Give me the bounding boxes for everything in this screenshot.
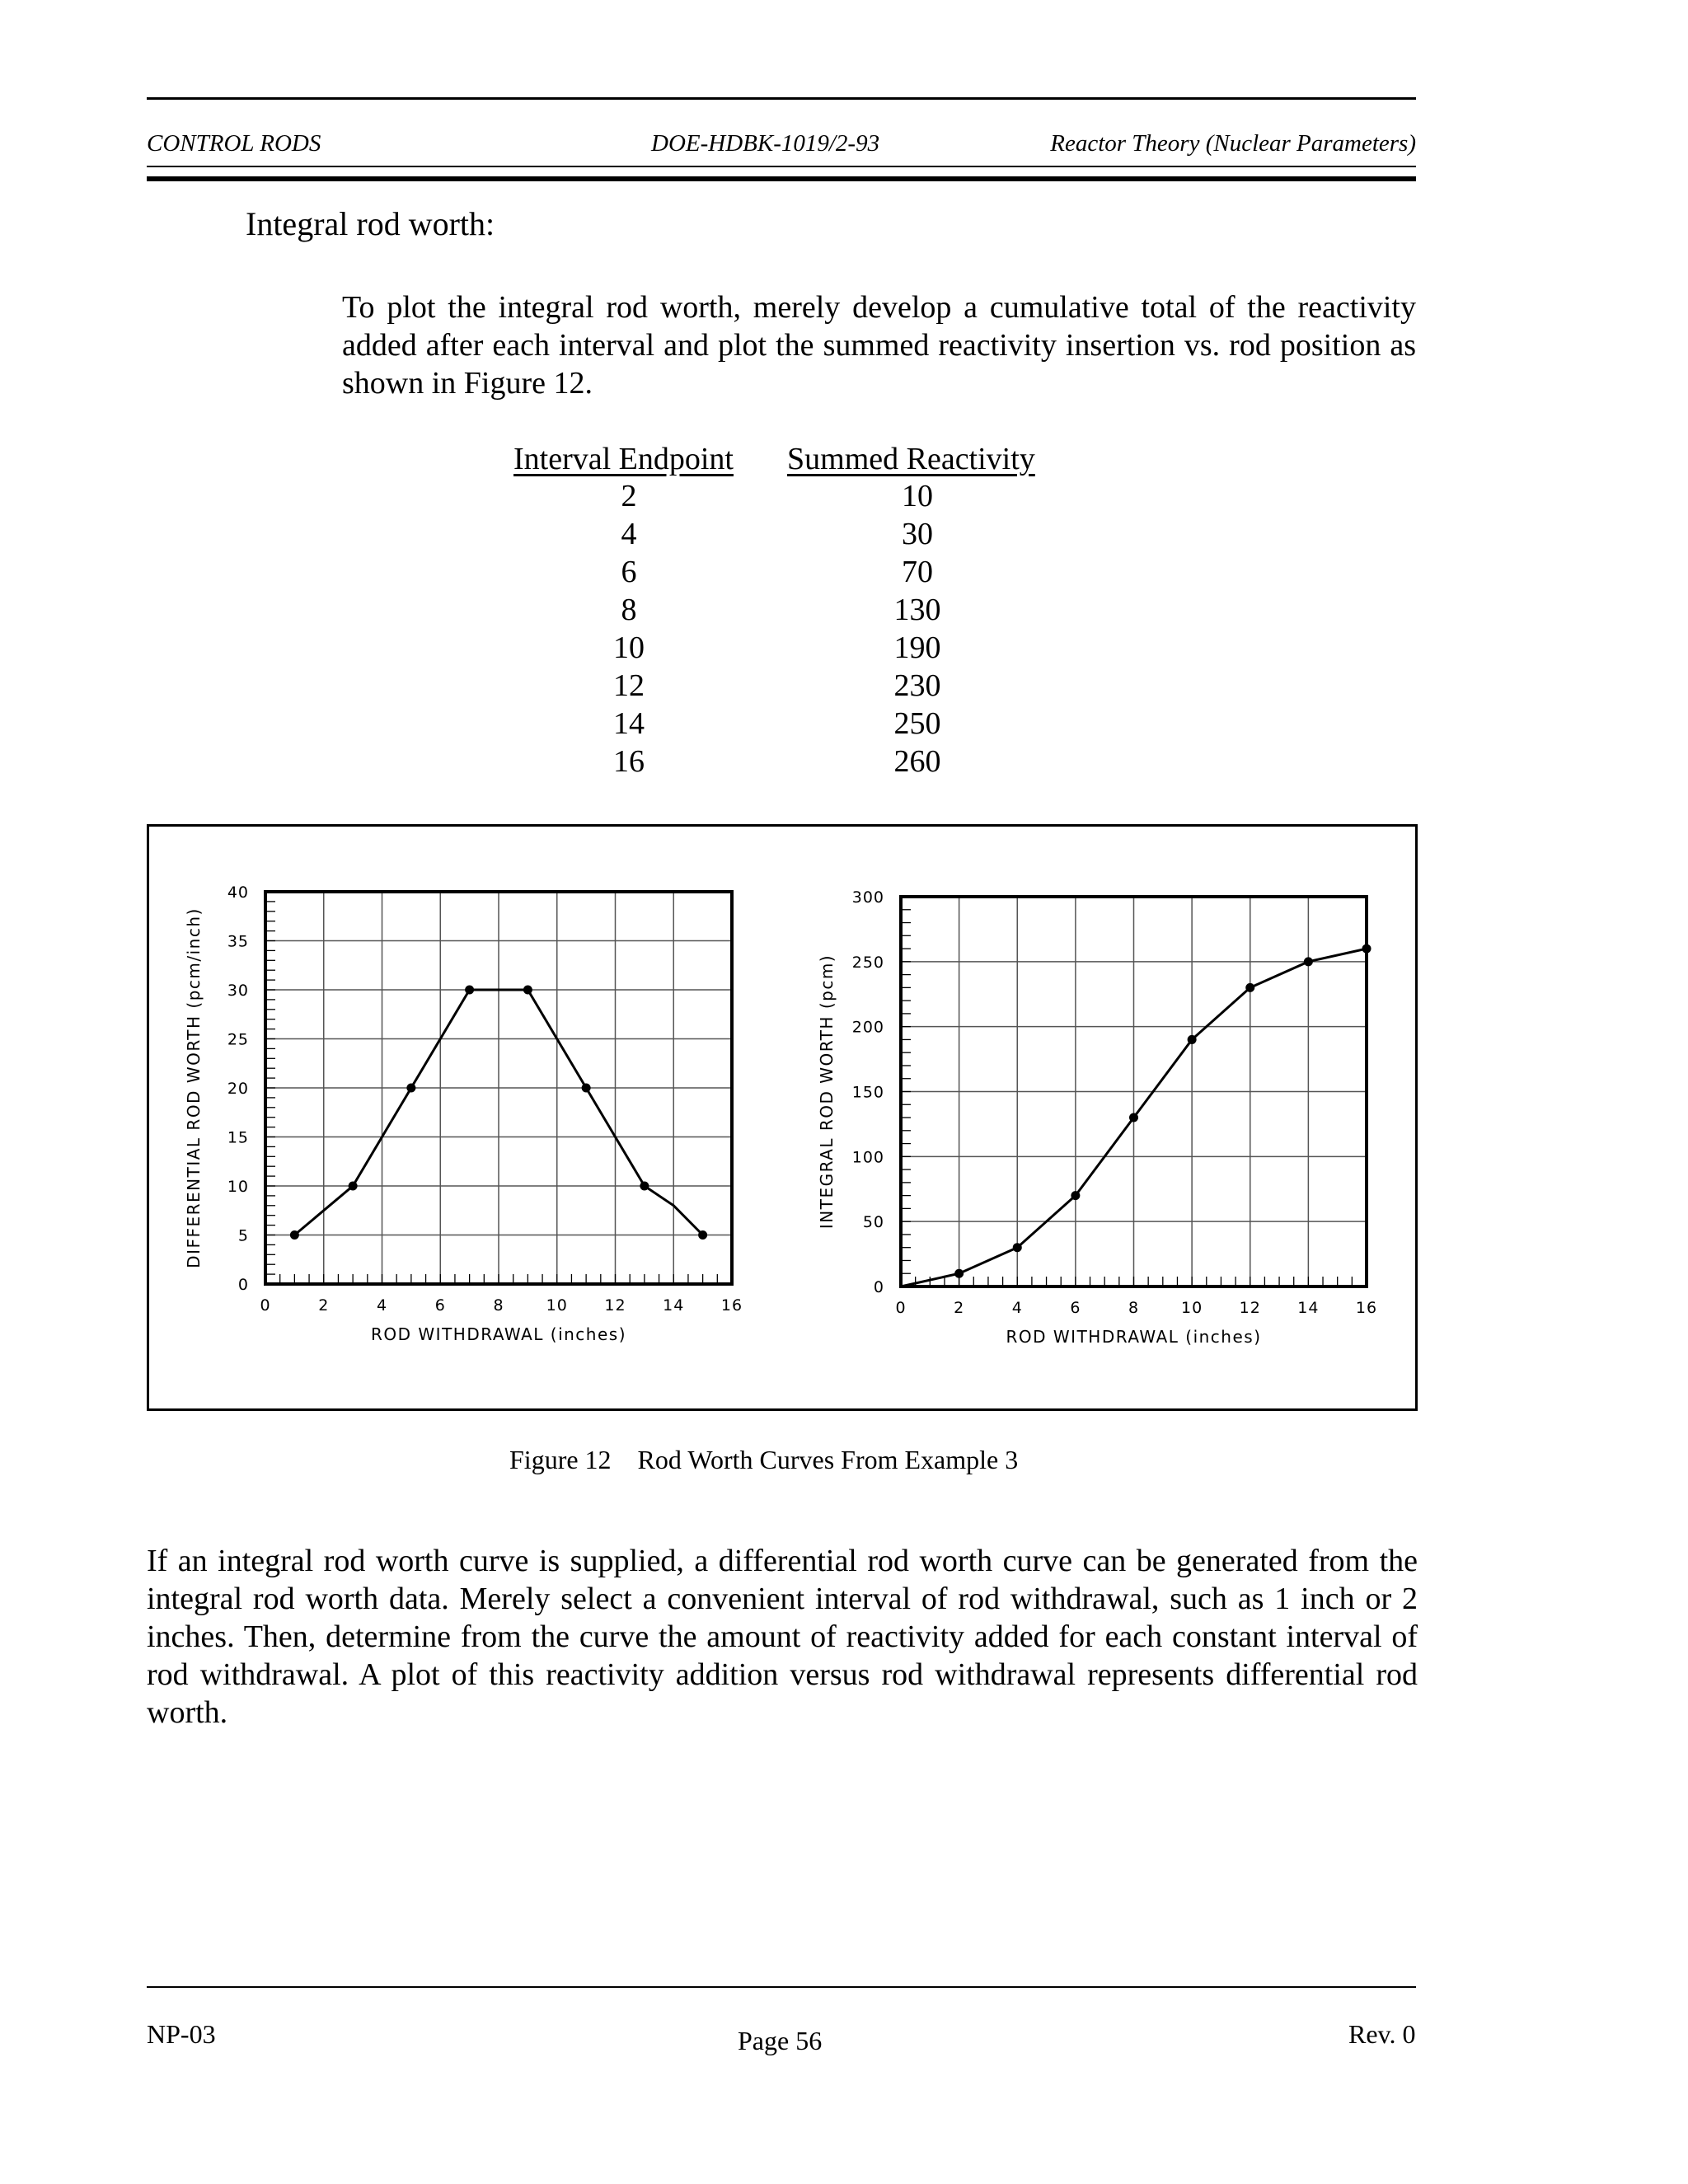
y-tick-label: 35 [227,932,249,951]
x-tick-label: 6 [1070,1299,1081,1317]
y-axis-label: DIFFERENTIAL ROD WORTH (pcm/inch) [184,907,204,1268]
table-cell-summed-reactivity: 30 [902,517,933,551]
figure-frame [147,824,1418,1411]
table-cell-summed-reactivity: 190 [893,630,941,665]
table-cell-interval-endpoint: 14 [613,706,645,741]
y-tick-label: 250 [851,953,884,972]
y-tick-label: 25 [227,1030,249,1049]
x-tick-label: 4 [1011,1299,1023,1317]
header-top-rule [147,97,1416,100]
x-tick-label: 2 [318,1296,330,1315]
y-tick-label: 100 [851,1148,884,1167]
table-cell-summed-reactivity: 260 [893,744,941,779]
x-tick-label: 14 [1297,1299,1320,1317]
table-cell-summed-reactivity: 130 [893,593,941,627]
y-tick-label: 0 [237,1276,249,1294]
header-left: CONTROL RODS [147,130,321,157]
x-tick-label: 6 [434,1296,446,1315]
x-axis-label: ROD WITHDRAWAL (inches) [1006,1327,1262,1347]
x-tick-label: 0 [895,1299,907,1317]
y-tick-label: 50 [862,1213,884,1232]
intro-paragraph: To plot the integral rod worth, merely develop a cumulative total of the reactivity added after each interval and plot the summed reactivity insertion vs. rod position as shown in Figure 12. [342,290,1416,401]
table-cell-interval-endpoint: 6 [621,555,637,589]
section-heading: Integral rod worth: [246,205,495,242]
header-bottom-rule-thick [147,176,1416,181]
x-tick-label: 12 [1239,1299,1261,1317]
table-cell-summed-reactivity: 70 [902,555,933,589]
x-tick-label: 0 [260,1296,271,1315]
footer-right: Rev. 0 [1348,2019,1416,2049]
y-tick-label: 30 [227,982,249,1000]
table-cell-interval-endpoint: 4 [621,517,637,551]
y-tick-label: 10 [227,1178,249,1196]
y-axis-label: INTEGRAL ROD WORTH (pcm) [817,954,837,1230]
footer-rule [147,1986,1416,1988]
table-cell-interval-endpoint: 8 [621,593,637,627]
table-cell-summed-reactivity: 250 [893,706,941,741]
header-right: Reactor Theory (Nuclear Parameters) [1050,130,1416,157]
y-tick-label: 15 [227,1128,249,1147]
x-tick-label: 4 [376,1296,388,1315]
table-cell-interval-endpoint: 2 [621,479,637,513]
x-tick-label: 16 [720,1296,743,1315]
footer-left: NP-03 [147,2019,216,2049]
figure-caption: Figure 12 Rod Worth Curves From Example 3 [509,1445,1019,1474]
table-header-summed-reactivity: Summed Reactivity [787,442,1035,476]
table-cell-interval-endpoint: 12 [613,668,645,703]
header-center: DOE-HDBK-1019/2-93 [651,130,880,157]
x-tick-label: 10 [1181,1299,1203,1317]
closing-paragraph: If an integral rod worth curve is supplied, a differential rod worth curve can be generated from the integral rod worth data. Merely select a convenient interval of rod withdrawal, such as 1 inch or 2 inches. Then, determine from the curve the amount of reactivity added for each constant interval of rod withdrawal. A plot of this reactivity addition versus rod withdrawal represents differential rod worth. [147,1544,1418,1730]
header-bottom-rule-thin [147,166,1416,167]
y-tick-label: 40 [227,883,249,902]
footer-page-number: Page 56 [738,2026,823,2055]
y-tick-label: 20 [227,1080,249,1098]
table-cell-interval-endpoint: 10 [613,630,645,665]
x-tick-label: 10 [546,1296,568,1315]
table-header-interval-endpoint: Interval Endpoint [513,442,734,476]
y-tick-label: 200 [851,1018,884,1037]
y-tick-label: 300 [851,888,884,907]
y-tick-label: 150 [851,1083,884,1102]
x-tick-label: 14 [663,1296,685,1315]
table-cell-summed-reactivity: 10 [902,479,933,513]
y-tick-label: 0 [873,1278,884,1296]
x-axis-label: ROD WITHDRAWAL (inches) [371,1324,626,1344]
x-tick-label: 2 [954,1299,965,1317]
x-tick-label: 12 [604,1296,626,1315]
y-tick-label: 5 [237,1226,249,1245]
x-tick-label: 8 [493,1296,504,1315]
x-tick-label: 16 [1355,1299,1378,1317]
table-cell-summed-reactivity: 230 [893,668,941,703]
table-cell-interval-endpoint: 16 [613,744,645,779]
x-tick-label: 8 [1128,1299,1140,1317]
